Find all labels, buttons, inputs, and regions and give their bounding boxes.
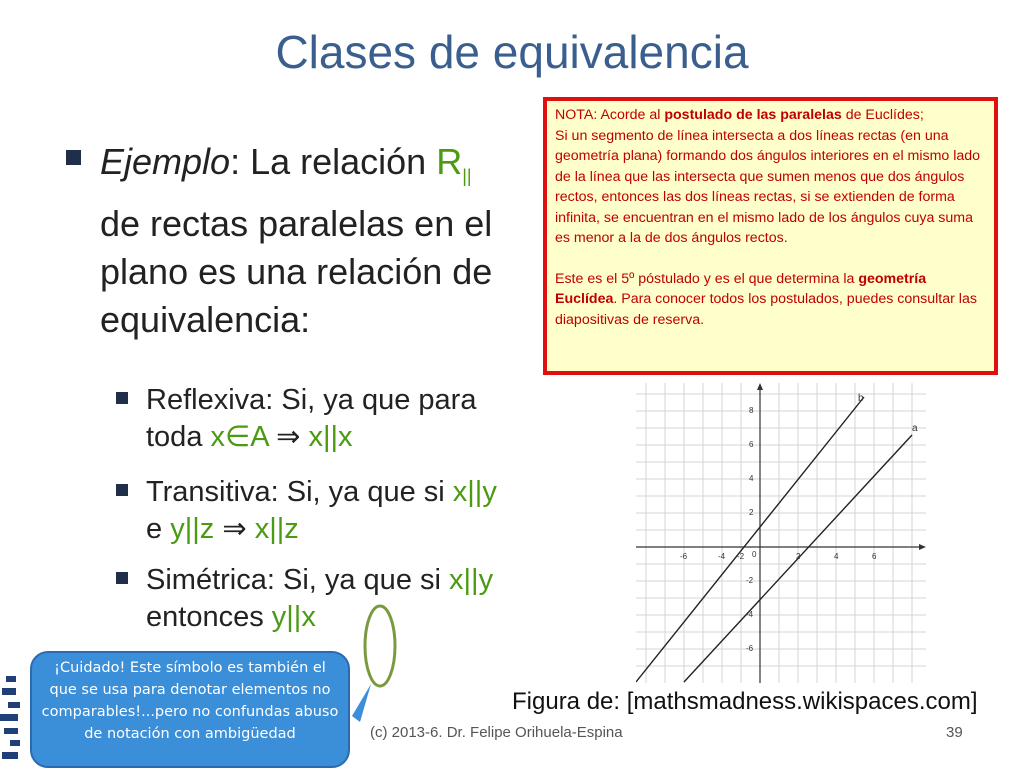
figure-caption: Figura de: [mathsmadness.wikispaces.com]	[512, 688, 978, 715]
x-tick-label: -4	[718, 552, 726, 561]
intro-text-1: : La relación	[230, 141, 427, 182]
x-tick-label: -2	[737, 552, 745, 561]
main-bullet-text	[100, 138, 510, 344]
bullet-simetrica: Simétrica: Si, ya que si x||y entonces y||x	[146, 564, 494, 633]
ejemplo-label: Ejemplo	[100, 141, 231, 182]
warning-callout: ¡Cuidado! Este símbolo es también el que se usa para denotar elementos no comparables!...pero no confundas abuso de notación con ambigüedad	[30, 651, 350, 768]
y-tick-label: 8	[749, 406, 754, 415]
y-tick-label: 6	[749, 440, 754, 449]
bullet-square-icon	[66, 150, 81, 165]
page-number: 39	[946, 724, 963, 741]
line-b-label: b	[858, 393, 864, 404]
x-tick-label: 6	[872, 552, 877, 561]
y-tick-label: -2	[746, 576, 754, 585]
intro-text-2: de rectas paralelas en el plano es una relación de equivalencia:	[100, 203, 493, 341]
y-tick-label: -4	[746, 610, 754, 619]
x-tick-label: 4	[834, 552, 839, 561]
bullet-reflexiva: Reflexiva: Si, ya que para toda x∈A ⇒ x||x	[146, 384, 477, 453]
x-tick-label: 2	[796, 552, 801, 561]
x-tick-label: 0	[752, 550, 757, 559]
slide-title: Clases de equivalencia	[275, 26, 749, 78]
sub-bullet-square-icon	[116, 484, 128, 496]
parallel-lines-graph	[636, 383, 926, 683]
x-tick-label: -6	[680, 552, 688, 561]
note-box: NOTA: Acorde al postulado de las paralelas de Euclídes; Si un segmento de línea intersecta a dos líneas rectas (en una geometría plana) formando dos ángulos interiores en el mismo lado de la línea que las intersecta que sumen menos que dos ángulos rectos, entonces las dos líneas rectas, si se extienden de forma infinita, se encuentran en el mismo lado de los ángulos cuya suma es menor a la de dos ángulos rectos. Este es el 5º póstulado y es el que determina la geometría Euclídea. Para conocer todos los postulados, puedes consultar las diapositivas de reserva.	[543, 97, 998, 375]
sub-bullet-square-icon	[116, 392, 128, 404]
y-tick-label: 2	[749, 508, 754, 517]
footer-copyright: (c) 2013-6. Dr. Felipe Orihuela-Espina	[370, 724, 623, 741]
note-body: Si un segmento de línea intersecta a dos líneas rectas (en una geometría plana) formando dos ángulos interiores en el mismo lado de la línea que las intersecta que sumen menos que dos ángulos rectos, entonces las dos líneas rectas, si se extienden de forma infinita, se encuentran en el mismo lado de los ángulos cuya suma es menor a la de dos ángulos rectos.	[555, 127, 981, 246]
relation-symbol: $R_{||}$	[436, 141, 472, 187]
y-tick-label: -6	[746, 644, 754, 653]
line-a-label: a	[912, 423, 918, 434]
sub-bullet-square-icon	[116, 572, 128, 584]
bullet-transitiva: Transitiva: Si, ya que si x||y e y||z ⇒ x||z	[146, 476, 497, 545]
callout-pointer	[352, 684, 371, 722]
y-tick-label: 4	[749, 474, 754, 483]
